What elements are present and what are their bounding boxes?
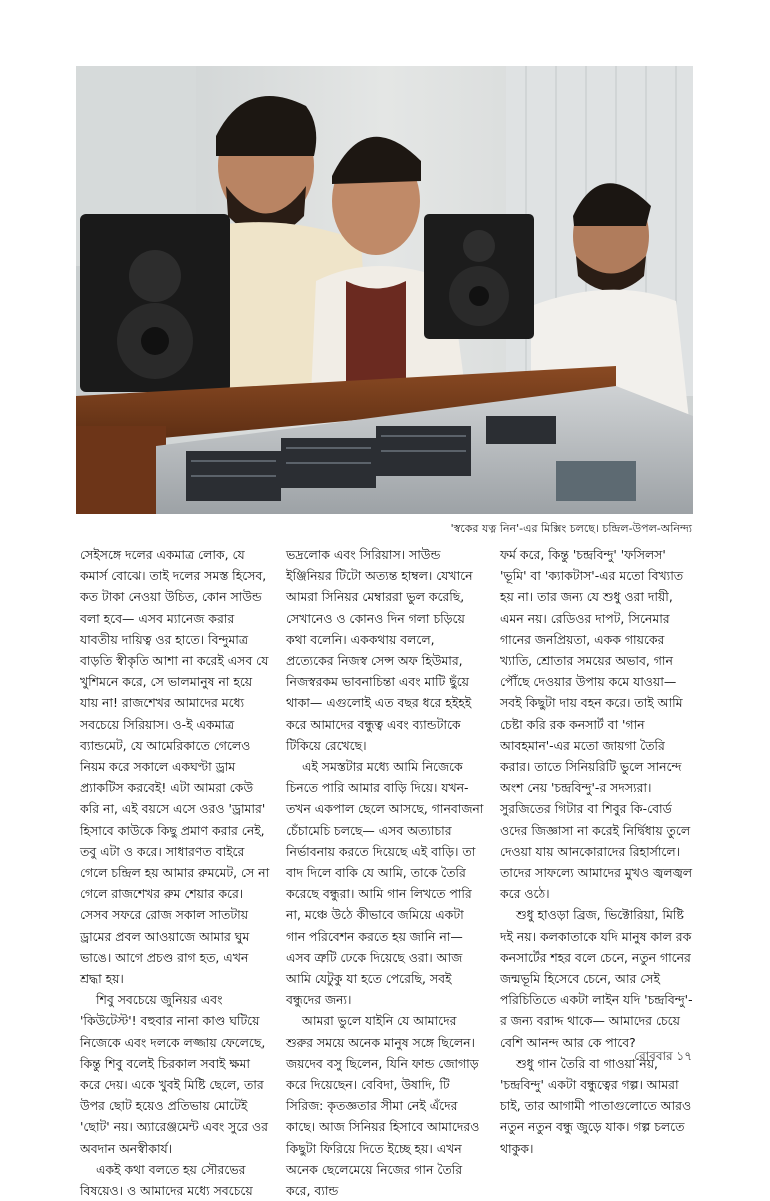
paragraph: শুধু গান তৈরি বা গাওয়া নয়, 'চন্দ্রবিন্দু' একটা বন্ধুত্বের গল্প। আমরা চাই, তার আগামী পাতাগুলোতে আরও নতুন নতুন বন্ধু জুড়ে যাক। গল্প চলতে থাকুক।	[500, 1055, 692, 1156]
page-folio: রোববার ১৭	[634, 1049, 692, 1063]
paragraph: এই সমস্তটার মধ্যে আমি নিজেকে চিনতে পারি আমার বাড়ি দিয়ে। যখন-তখন একপাল ছেলে আসছে, গানবাজনা চেঁচামেচি চলছে— এসব অত্যাচার নির্ভাবনায় করতে দিয়েছে এই বাড়ি। তা বাদ দিলে বাকি যে আমি, তাকে তৈরি করেছে বন্ধুরা। আমি গান লিখতে পারি না, মঞ্চে উঠে কীভাবে জমিয়ে একটা গান পরিবেশন করতে হয় জানি না— এসব ত্রুটি ঢেকে দিয়েছে ওরা। আজ আমি যেটুকু যা হতে পেরেছি, সবই বন্ধুদের জন্য।	[286, 759, 484, 1008]
studio-photo	[76, 66, 693, 514]
paragraph: সেইসঙ্গে দলের একমাত্র লোক, যে কমার্স বোঝে। তাই দলের সমস্ত হিসেব, কত টাকা নেওয়া উচিত, কোন সাউন্ড বলা হবে— এসব ম্যানেজ করার যাবতীয় দায়িত্ব ওর হাতে। বিন্দুমাত্র বাড়তি স্বীকৃতি আশা না করেই এসব যে খুশিমনে করে, সে ভালমানুষ না হয়ে যায় না! রাজশেখর আমাদের মধ্যে সবচেয়ে সিরিয়াস। ও-ই একমাত্র ব্যান্ডমেট, যে আমেরিকাতে গেলেও নিয়ম করে সকালে একঘণ্টা ড্রাম প্র্যাকটিস করবেই! এটা আমরা কেউ করি না, এই বয়সে এসে ওরও 'ড্রামার' হিসাবে কাউকে কিছু প্রমাণ করার নেই, তবু এটা ও করে। সাধারণত বাইরে গেলে চন্দ্রিল হয় আমার রুমমেট, সে না গেলে রাজশেখর রুম শেয়ার করে। সেসব সফরে রোজ সকাল সাতটায় ড্রামের প্রবল আওয়াজে আমার ঘুম ভাঙে। আগে প্রচণ্ড রাগ হত, এখন শ্রদ্ধা হয়।	[80, 547, 270, 987]
paragraph: শিবু সবচেয়ে জুনিয়র এবং 'কিউটেস্ট'! বহুবার নানা কাণ্ড ঘটিয়ে নিজেকে এবং দলকে লজ্জায় ফেলেছে, কিন্তু শিবু বলেই চিরকাল সবাই ক্ষমা করে দেয়। একে খুবই মিষ্টি ছেলে, তার উপর ছোট হয়েও প্রতিভায় মোটেই 'ছোট' নয়। অ্যারেঞ্জমেন্ট এবং সুরে ওর অবদান অনস্বীকার্য।	[80, 992, 268, 1156]
article-column-1	[80, 544, 273, 1201]
mixing-session-image	[76, 66, 693, 514]
photo-caption: 'স্বকের যত্ন নিন'-এর মিক্সিং চলছে। চন্দ্রিল-উপল-অনিন্দ্য	[450, 522, 692, 535]
paragraph: শুধু হাওড়া ব্রিজ, ভিক্টোরিয়া, মিষ্টি দই নয়। কলকাতাকে যদি মানুষ কাল রক কনসার্টের শহর বলে চেনে, নতুন গানের জন্মভূমি হিসেবে চেনে, আর সেই পরিচিতিতে একটা লাইন যদি 'চন্দ্রবিন্দু'-র জন্য বরাদ্দ থাকে— আমাদের চেয়ে বেশি আনন্দ আর কে পাবে?	[500, 907, 693, 1050]
paragraph: ভদ্রলোক এবং সিরিয়াস। সাউন্ড ইঞ্জিনিয়র টিটো অত্যন্ত হাম্বল। যেখানে আমরা সিনিয়র মেম্বাররা ভুল করেছি, সেখানেও ও কোনও দিন গলা চড়িয়ে কথা বলেনি। এককথায় বললে, প্রত্যেকের নিজস্ব সেন্স অফ হিউমার, নিজস্বরকম ভাবনাচিন্তা এবং মাটি ছুঁয়ে থাকা— এগুলোই এত বছর ধরে হইহই করে আমাদের বন্ধুত্ব এবং ব্যান্ডটাকে টিকিয়ে রেখেছে।	[286, 547, 473, 753]
paragraph: একই কথা বলতে হয় সৌরভের বিষয়েও। ও আমাদের মধ্যে সবচেয়ে	[80, 1161, 253, 1199]
paragraph: ফর্ম করে, কিন্তু 'চন্দ্রবিন্দু' 'ফসিলস' 'ভূমি' বা 'ক্যাকটাস'-এর মতো বিখ্যাত হয় না। তার জন্য যে শুধু ওরা দায়ী, এমন নয়। রেডিওর দাপট, সিনেমার গানের জনপ্রিয়তা, একক গায়কের খ্যাতি, শ্রোতার সময়ের অভাব, গান পৌঁছে দেওয়ার উপায় কমে যাওয়া— সবই কিছুটা দায় বহন করে। তাই আমি চেষ্টা করি রক কনসার্ট বা 'গান আবহমান'-এর মতো জায়গা তৈরি করার। তাতে সিনিয়রিটি ভুলে সানন্দে অংশ নেয় 'চন্দ্রবিন্দু'-র সদস্যরা। সুরজিতের গিটার বা শিবুর কি-বোর্ড ওদের জিজ্ঞাসা না করেই নির্দ্বিধায় তুলে দেওয়া যায় আনকোরাদের রিহার্সালে। তাদের সাফল্যে আমাদের মুখও জ্বলজ্বল করে ওঠে।	[500, 547, 692, 902]
paragraph: আমরা ভুলে যাইনি যে আমাদের শুরুর সময়ে অনেক মানুষ সঙ্গে ছিলেন। জয়দেব বসু ছিলেন, যিনি ফান্ড জোগাড় করে দিয়েছেন। বেবিদা, উষাদি, টি সিরিজ: কৃতজ্ঞতার সীমা নেই এঁদের কাছে। আজ সিনিয়র হিসাবে আমাদেরও কিছুটা ফিরিয়ে দিতে ইচ্ছে হয়। এখন অনেক ছেলেমেয়ে নিজের গান তৈরি করে, ব্যান্ড	[286, 1013, 480, 1199]
article-column-2	[286, 544, 484, 1201]
